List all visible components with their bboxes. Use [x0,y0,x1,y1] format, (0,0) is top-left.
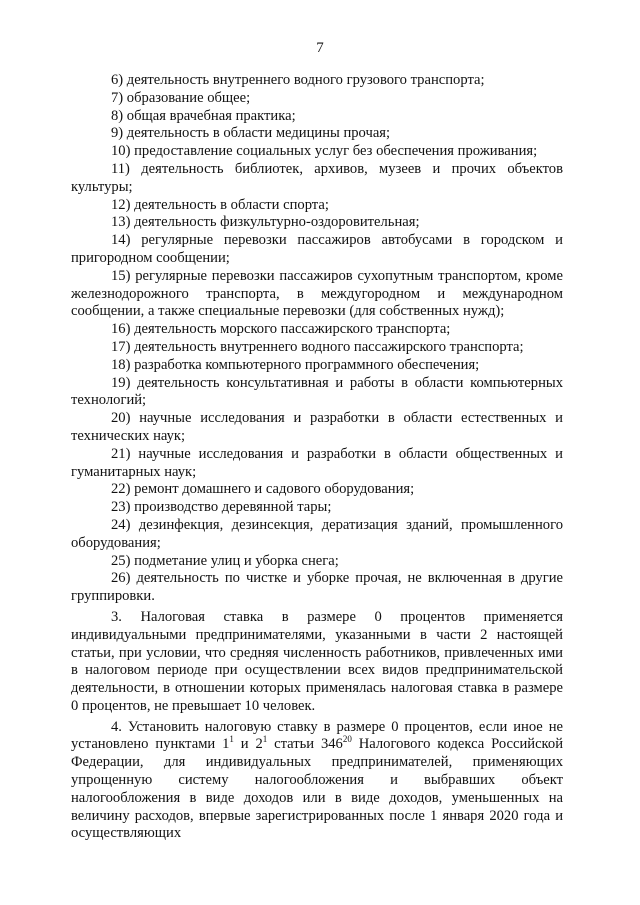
list-item: 15) регулярные перевозки пассажиров сухопутным транспортом, кроме железнодорожного транспорта, в междугородном и международном сообщении, а также специальные перевозки (для собственных нужд); [71,267,563,320]
list-item: 24) дезинфекция, дезинсекция, дератизация зданий, промышленного оборудования; [71,516,563,551]
list-item: 12) деятельность в области спорта; [111,196,329,213]
list-item: 16) деятельность морского пассажирского транспорта; [111,321,451,338]
list-item: 6) деятельность внутреннего водного грузового транспорта; [111,72,485,88]
list-item: 17) деятельность внутреннего водного пассажирского транспорта; [111,338,524,355]
paragraph-4 [71,719,563,844]
paragraph-4-part-4: Налогового кодекса Российской Федерации, для индивидуальных предпринимателей, применяющих упрощенную систему налогообложения и выбравших объект налогообложения в виде доходов или в виде доходов, уменьшенных на величину расходов, впервые зарегистрированных после 1 января 2020 года и осуществляющих [71,736,564,842]
list-item: 14) регулярные перевозки пассажиров автобусами в городском и пригородном сообщении; [71,232,563,266]
list-item: 21) научные исследования и разработки в области общественных и гуманитарных наук; [71,445,563,480]
document-body [71,72,563,843]
paragraph-4-part-1: 4. Установить налоговую ставку в размере 0 процентов, если иное не установлено пунктами 1 [71,718,563,753]
list-item: 11) деятельность библиотек, архивов, музеев и прочих объектов культуры; [71,160,563,195]
superscript-1: 1 [229,734,234,745]
list-item: 25) подметание улиц и уборка снега; [111,552,339,569]
paragraph-3: 3. Налоговая ставка в размере 0 процентов применяется индивидуальными предпринимателями, указанными в части 2 настоящей статьи, при условии, что средняя численность работников, привлеченных ими в налоговом периоде при осуществлении всех видов предпринимательской деятельности, в отношении которых применялась налоговая ставка в размере 0 процентов, не превышает 10 человек. [71,608,563,714]
list-item: 7) образование общее; [111,89,251,106]
superscript-3: 20 [342,734,352,745]
list-item: 19) деятельность консультативная и работы в области компьютерных технологий; [71,374,563,409]
list-item: 8) общая врачебная практика; [111,107,296,124]
list-item: 26) деятельность по чистке и уборке прочая, не включенная в другие группировки. [71,570,563,605]
list-item: 22) ремонт домашнего и садового оборудования; [111,481,415,498]
list-item: 9) деятельность в области медицины прочая; [111,125,391,142]
activity-list [71,72,563,606]
page-number: 7 [316,40,324,56]
paragraph-4-part-3: статьи 346 [267,736,343,753]
list-item: 23) производство деревянной тары; [111,499,332,516]
list-item: 10) предоставление социальных услуг без обеспечения проживания; [111,143,538,160]
list-item: 18) разработка компьютерного программного обеспечения; [111,356,480,373]
superscript-2: 1 [262,734,268,745]
list-item: 20) научные исследования и разработки в области естественных и технических наук; [71,410,563,444]
list-item: 13) деятельность физкультурно-оздоровительная; [111,214,420,231]
paragraph-4-part-2: и 2 [233,736,263,753]
